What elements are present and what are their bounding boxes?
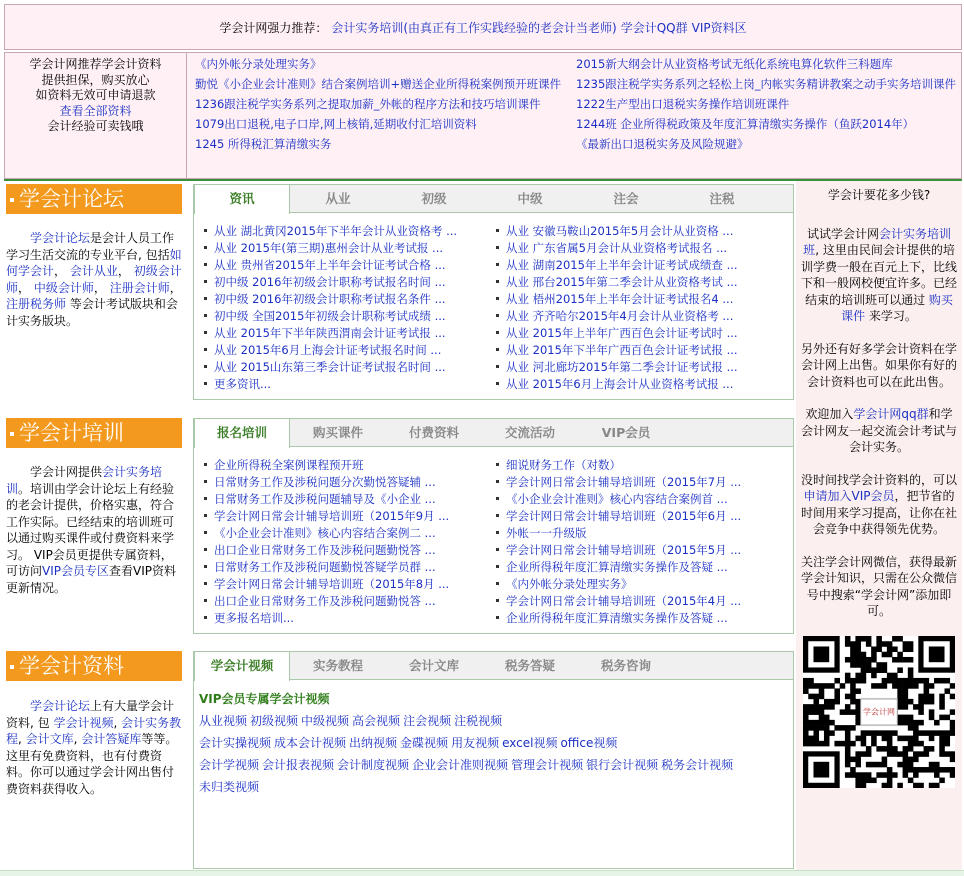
bullet-icon bbox=[496, 497, 499, 500]
list-link[interactable]: 从业 邢台2015年第二季会计从业资格考试 ... bbox=[506, 275, 738, 289]
bullet-icon bbox=[204, 531, 207, 534]
inline-text: 。培训由学会计论坛上有经验的老会计提供，价格实惠，符合工作实际。已经结束的培训班可以通过购买课件或付费资料来学习。 VIP会员更提供专属资料，可访问 bbox=[6, 481, 175, 578]
bullet-icon bbox=[496, 582, 499, 585]
list-link[interactable]: 《小企业会计准则》核心内容结合案例首 ... bbox=[506, 492, 728, 506]
training-section-title[interactable] bbox=[6, 418, 182, 448]
video-link[interactable]: 管理会计视频 bbox=[511, 758, 584, 772]
vip-video-title[interactable]: VIP会员专属学会计视频 bbox=[199, 692, 330, 706]
list-link[interactable]: 学会计网日常会计辅导培训班（2015年6月 ... bbox=[506, 509, 742, 523]
banner-link-training[interactable]: 会计实务培训(由真正有工作实践经验的老会计当老师) bbox=[331, 20, 617, 35]
list-item bbox=[196, 576, 476, 593]
list-item bbox=[488, 508, 768, 525]
video-link[interactable]: excel视频 bbox=[502, 736, 558, 750]
bullet-icon bbox=[204, 331, 207, 334]
forum-panel bbox=[193, 184, 794, 400]
list-link[interactable]: 从业 2015年下半年陕西渭南会计证考试报 ... bbox=[214, 326, 446, 340]
inline-text: 查看VIP资料更新情况。 bbox=[6, 564, 177, 595]
right-para-wechat: 关注学会计网微信，获得最新学会计知识，只需在公众微信号中搜索“学会计网”添加即可。 bbox=[800, 554, 957, 618]
right-para-sell: 另外还有好多学会计资料在学会计网上出售。如果你有好的会计资料也可以在此出售。 bbox=[800, 341, 957, 389]
list-item bbox=[196, 223, 476, 240]
square-icon bbox=[10, 198, 14, 202]
video-link-row bbox=[199, 710, 736, 732]
promo-link[interactable]: 1222生产型出口退税实务操作培训班课件 bbox=[576, 97, 790, 111]
tab-paid-materials[interactable]: 付费资料 bbox=[408, 425, 459, 440]
bullet-icon bbox=[496, 331, 499, 334]
tab-practice-tutorial[interactable]: 实务教程 bbox=[312, 658, 363, 673]
tab-tax-consult[interactable]: 税务咨询 bbox=[600, 658, 651, 673]
right-para-training bbox=[796, 226, 962, 325]
inline-text: ， bbox=[54, 264, 70, 278]
list-item bbox=[196, 525, 476, 542]
video-link[interactable]: 用友视频 bbox=[451, 736, 500, 750]
video-link-row bbox=[199, 776, 736, 798]
forum-section-title[interactable] bbox=[6, 184, 182, 214]
bullet-icon bbox=[204, 582, 207, 585]
materials-description bbox=[6, 698, 182, 797]
training-list-right bbox=[488, 457, 768, 627]
list-item bbox=[196, 610, 476, 627]
list-item bbox=[196, 308, 476, 325]
list-link[interactable]: 从业 贵州省2015年上半年会计证考试合格 ... bbox=[214, 258, 446, 272]
tab-zhongji[interactable]: 中级 bbox=[517, 191, 543, 206]
video-link-row bbox=[199, 732, 736, 754]
list-item bbox=[196, 376, 476, 393]
list-link[interactable]: 从业 2015山东第三季会计证考试报名时间 ... bbox=[214, 360, 446, 374]
bullet-icon bbox=[204, 616, 207, 619]
promo-link[interactable]: 《最新出口退税实务及风险规避》 bbox=[576, 137, 749, 151]
list-item bbox=[488, 491, 768, 508]
list-link[interactable]: 学会计网日常会计辅导培训班（2015年5月 ... bbox=[506, 543, 742, 557]
wechat-qr-code bbox=[803, 636, 955, 788]
list-link[interactable]: 从业 齐齐哈尔2015年4月会计从业资格考 ... bbox=[506, 309, 734, 323]
bullet-icon bbox=[204, 382, 207, 385]
list-item bbox=[488, 376, 768, 393]
inline-link[interactable]: 学会计论坛 bbox=[30, 231, 91, 245]
bullet-icon bbox=[496, 599, 499, 602]
list-link[interactable]: 日常财务工作及涉税问题勤悦答疑学员群 ... bbox=[214, 560, 436, 574]
list-link[interactable]: 日常财务工作及涉税问题辅导及《小企业 ... bbox=[214, 492, 436, 506]
list-link[interactable]: 外帐一一升级版 bbox=[506, 526, 587, 540]
list-link[interactable]: 更多报名培训... bbox=[214, 611, 294, 625]
inline-text: 欢迎加入 bbox=[805, 407, 854, 421]
video-link[interactable]: 中级视频 bbox=[301, 714, 350, 728]
promo-box bbox=[4, 52, 962, 179]
bullet-icon bbox=[204, 548, 207, 551]
inline-link[interactable]: 会计实务教程 bbox=[6, 715, 182, 746]
list-link[interactable]: 细说财务工作（对数） bbox=[506, 458, 621, 472]
tab-accounting-library[interactable]: 会计文库 bbox=[408, 658, 459, 673]
training-title-text: 学会计培训 bbox=[19, 421, 124, 445]
inline-text: 来学习。 bbox=[865, 309, 917, 323]
inline-link[interactable]: 学会计网qq群 bbox=[853, 407, 929, 421]
forum-description bbox=[6, 230, 182, 329]
inline-text: ， bbox=[18, 280, 34, 295]
tab-vip-member[interactable]: VIP会员 bbox=[601, 425, 651, 440]
list-item bbox=[488, 308, 768, 325]
bullet-icon bbox=[204, 463, 207, 466]
inline-text: ， bbox=[117, 264, 134, 278]
list-item bbox=[196, 593, 476, 610]
video-link[interactable]: 从业视频 bbox=[199, 714, 248, 728]
bullet-icon bbox=[496, 382, 499, 385]
forum-tabs bbox=[194, 185, 793, 213]
list-link[interactable]: 从业 广东省属5月会计从业资格考试报名 ... bbox=[506, 241, 728, 255]
training-list-left bbox=[196, 457, 476, 627]
list-item bbox=[196, 542, 476, 559]
list-link[interactable]: 学会计网日常会计辅导培训班（2015年9月 ... bbox=[214, 509, 450, 523]
list-link[interactable]: 从业 2015年6月上海会计从业资格考试报 ... bbox=[506, 377, 734, 391]
list-link[interactable]: 企业所得税年度汇算清缴实务操作及答疑 ... bbox=[506, 560, 728, 574]
inline-link[interactable]: 初级会计师 bbox=[6, 264, 182, 295]
bullet-icon bbox=[496, 348, 499, 351]
tab-videos[interactable]: 学会计视频 bbox=[194, 652, 290, 681]
list-item bbox=[196, 508, 476, 525]
list-item bbox=[196, 291, 476, 308]
list-item bbox=[488, 576, 768, 593]
bullet-icon bbox=[204, 229, 207, 232]
bullet-icon bbox=[496, 263, 499, 266]
bullet-icon bbox=[204, 263, 207, 266]
inline-link[interactable]: 会计答疑库 bbox=[81, 732, 142, 746]
promo-guarantee-line: 提供担保，购买放心 bbox=[41, 72, 150, 87]
tab-exchange-activity[interactable]: 交流活动 bbox=[504, 425, 555, 440]
list-item bbox=[196, 359, 476, 376]
inline-text: 学会计网提供 bbox=[30, 465, 103, 479]
video-link[interactable]: 出纳视频 bbox=[349, 736, 398, 750]
inline-text: 没时间找学会计资料的，可以 bbox=[800, 472, 957, 487]
banner-link-qq-group[interactable]: 学会计QQ群 bbox=[620, 20, 688, 35]
inline-text: ，把节省的时间用来学习提高，让你在社会竞争中获得领先优势。 bbox=[800, 489, 957, 536]
tab-tax-qa[interactable]: 税务答疑 bbox=[504, 658, 555, 673]
video-link[interactable]: 银行会计视频 bbox=[586, 758, 659, 772]
tab-buy-courseware[interactable]: 购买课件 bbox=[312, 425, 363, 440]
video-link-row bbox=[199, 754, 736, 776]
bullet-icon bbox=[204, 514, 207, 517]
cost-question: 学会计要花多少钱? bbox=[827, 188, 931, 202]
list-link[interactable]: 《内外帐分录处理实务》 bbox=[506, 577, 633, 591]
top-banner bbox=[4, 4, 962, 50]
qr-center-logo: 学会计网 bbox=[863, 707, 895, 717]
square-icon bbox=[10, 665, 14, 669]
inline-link[interactable]: 学会计论坛 bbox=[30, 699, 91, 713]
training-description bbox=[6, 464, 182, 596]
list-item bbox=[196, 274, 476, 291]
inline-link[interactable]: 注册税务师 bbox=[6, 297, 67, 311]
list-item bbox=[196, 325, 476, 342]
list-link[interactable]: 从业 2015年下半年广西百色会计证考试报 ... bbox=[506, 343, 738, 357]
bullet-icon bbox=[496, 565, 499, 568]
inline-link[interactable]: 会计实务培训班 bbox=[803, 226, 952, 257]
promo-link[interactable]: 1245 所得税汇算清缴实务 bbox=[195, 137, 332, 151]
list-item bbox=[488, 474, 768, 491]
training-tabs bbox=[194, 419, 793, 447]
list-item bbox=[488, 593, 768, 610]
list-link[interactable]: 初中级 2016年初级会计职称考试报名时间 ... bbox=[214, 275, 446, 289]
forum-title-text: 学会计论坛 bbox=[19, 187, 124, 211]
banner-label: 学会计网强力推荐： bbox=[219, 20, 328, 35]
promo-links-right bbox=[576, 57, 956, 157]
list-item bbox=[488, 240, 768, 257]
list-link[interactable]: 从业 2015年上半年广西百色会计证考试时 ... bbox=[506, 326, 738, 340]
list-item bbox=[488, 542, 768, 559]
list-link[interactable]: 日常财务工作及涉税问题分次勤悦答疑辅 ... bbox=[214, 475, 436, 489]
list-link[interactable]: 从业 安徽马鞍山2015年5月会计从业资格 ... bbox=[506, 224, 734, 238]
list-item bbox=[488, 325, 768, 342]
list-item bbox=[488, 291, 768, 308]
video-lines bbox=[199, 710, 736, 798]
promo-link[interactable]: 2015新大纲会计从业资格考试无纸化系统电算化软件三科题库 bbox=[576, 57, 893, 71]
inline-text: ， bbox=[169, 280, 182, 295]
video-link[interactable]: 会计学视频 bbox=[199, 758, 260, 772]
bullet-icon bbox=[204, 497, 207, 500]
inline-link[interactable]: 会计从业 bbox=[69, 264, 118, 278]
inline-text: 等等。这里有免费资料，也有付费资料。你可以通过学会计网出售付费资料获得收入。 bbox=[6, 732, 178, 796]
bullet-icon bbox=[204, 280, 207, 283]
bullet-icon bbox=[496, 280, 499, 283]
list-link[interactable]: 从业 河北廊坊2015年第二季会计证考试报 ... bbox=[506, 360, 738, 374]
promo-link[interactable]: 《内外帐分录处理实务》 bbox=[195, 57, 322, 71]
list-item bbox=[196, 559, 476, 576]
right-para-vip bbox=[796, 472, 962, 538]
list-link[interactable]: 从业 湖南2015年上半年会计证考试成绩查 ... bbox=[506, 258, 738, 272]
list-link[interactable]: 初中级 2016年初级会计职称考试报名条件 ... bbox=[214, 292, 446, 306]
inline-text: 试试学会计网 bbox=[806, 226, 879, 241]
list-link[interactable]: 从业 2015年(第三期)惠州会计从业考试报 ... bbox=[214, 241, 444, 255]
inline-link[interactable]: 购买课件 bbox=[841, 292, 953, 323]
tab-news[interactable]: 资讯 bbox=[194, 185, 290, 214]
video-link[interactable]: office视频 bbox=[560, 736, 618, 750]
list-item bbox=[488, 257, 768, 274]
list-item bbox=[196, 457, 476, 474]
materials-tabs bbox=[194, 652, 793, 680]
inline-link[interactable]: 申请加入VIP会员 bbox=[803, 489, 895, 503]
video-link[interactable]: 金碟视频 bbox=[400, 736, 449, 750]
materials-section-title[interactable] bbox=[6, 651, 182, 681]
inline-link[interactable]: VIP会员专区 bbox=[42, 564, 110, 578]
list-link[interactable]: 学会计网日常会计辅导培训班（2015年7月 ... bbox=[506, 475, 742, 489]
bullet-icon bbox=[204, 599, 207, 602]
right-sidebar bbox=[796, 181, 962, 876]
tab-chuji[interactable]: 初级 bbox=[421, 191, 447, 206]
bullet-icon bbox=[204, 297, 207, 300]
video-link[interactable]: 高会视频 bbox=[352, 714, 401, 728]
inline-link[interactable]: 如何学会计 bbox=[6, 247, 182, 278]
bullet-icon bbox=[496, 548, 499, 551]
list-link[interactable]: 企业所得税全案例课程预开班 bbox=[214, 458, 364, 472]
inline-text: 上有大量学会计资料, 包 bbox=[6, 699, 175, 730]
list-link[interactable]: 初中级 全国2015年初级会计职称考试成绩 ... bbox=[214, 309, 446, 323]
bullet-icon bbox=[204, 565, 207, 568]
list-item bbox=[488, 559, 768, 576]
forum-list-right bbox=[488, 223, 768, 393]
video-link[interactable]: 税务会计视频 bbox=[661, 758, 734, 772]
forum-list-left bbox=[196, 223, 476, 393]
inline-text: , bbox=[73, 732, 82, 746]
banner-link-vip[interactable]: VIP资料区 bbox=[691, 20, 747, 35]
list-link[interactable]: 更多资讯... bbox=[214, 377, 271, 391]
promo-link[interactable]: 1244班 企业所得税政策及年度汇算清缴实务操作（鱼跃2014年） bbox=[576, 117, 915, 131]
inline-link[interactable]: 会计实务培训 bbox=[6, 465, 163, 496]
list-item bbox=[488, 274, 768, 291]
video-link[interactable]: 未归类视频 bbox=[199, 780, 260, 794]
tab-zhushui[interactable]: 注税 bbox=[709, 191, 735, 206]
list-link[interactable]: 企业所得税年度汇算清缴实务操作及答疑 ... bbox=[506, 611, 728, 625]
list-link[interactable]: 《小企业会计准则》核心内容结合案例二 ... bbox=[214, 526, 436, 540]
list-item bbox=[488, 342, 768, 359]
inline-text: 是会计人员工作学习生活交流的专业平台, 包括 bbox=[6, 231, 175, 262]
bullet-icon bbox=[496, 297, 499, 300]
promo-guarantee-line: 学会计网推荐学会计资料 bbox=[29, 57, 162, 71]
tab-signup-training[interactable]: 报名培训 bbox=[194, 419, 290, 448]
video-link[interactable]: 企业会计准则视频 bbox=[412, 758, 509, 772]
list-item bbox=[488, 223, 768, 240]
list-item bbox=[196, 491, 476, 508]
bullet-icon bbox=[496, 531, 499, 534]
list-item bbox=[196, 474, 476, 491]
video-link[interactable]: 成本会计视频 bbox=[274, 736, 347, 750]
tab-zhuhui[interactable]: 注会 bbox=[613, 191, 639, 206]
list-item bbox=[196, 342, 476, 359]
video-links bbox=[199, 688, 736, 798]
promo-guarantee-line: 会计经验可卖钱哦 bbox=[47, 119, 144, 133]
bullet-icon bbox=[496, 314, 499, 317]
inline-link[interactable]: 注册会计师 bbox=[109, 280, 170, 295]
inline-text: 等会计考试版块和会计实务版块。 bbox=[6, 297, 178, 328]
inline-link[interactable]: 学会计视频 bbox=[53, 715, 114, 730]
list-link[interactable]: 从业 梧州2015年上半年会计证考试报名4 ... bbox=[506, 292, 734, 306]
promo-guarantee-line: 如资料无效可申请退款 bbox=[35, 88, 156, 102]
list-item bbox=[488, 359, 768, 376]
bullet-icon bbox=[496, 480, 499, 483]
list-link[interactable]: 学会计网日常会计辅导培训班（2015年8月 ... bbox=[214, 577, 450, 591]
video-link[interactable]: 初级视频 bbox=[250, 714, 299, 728]
promo-link[interactable]: 1236跟注税学实务系列之提取加薪_外帐的程序方法和技巧培训课件 bbox=[195, 97, 541, 111]
view-all-materials-link[interactable]: 查看全部资料 bbox=[59, 103, 132, 118]
promo-link[interactable]: 勤悦《小企业会计准则》结合案例培训+赠送企业所得税案例预开班课件 bbox=[195, 77, 562, 91]
inline-link[interactable]: 会计文库 bbox=[25, 732, 74, 746]
bullet-icon bbox=[496, 616, 499, 619]
video-link[interactable]: 会计报表视频 bbox=[262, 758, 335, 772]
inline-text: 和学会计网友一起交流会计考试与会计实务。 bbox=[800, 407, 957, 454]
bottom-bar bbox=[0, 870, 964, 876]
bullet-icon bbox=[204, 365, 207, 368]
materials-title-text: 学会计资料 bbox=[19, 654, 124, 678]
bullet-icon bbox=[496, 514, 499, 517]
inline-text: , bbox=[18, 732, 26, 746]
list-link[interactable]: 从业 湖北黄冈2015年下半年会计从业资格考 ... bbox=[214, 224, 458, 238]
list-link[interactable]: 出口企业日常财务工作及涉税问题勤悦答 ... bbox=[214, 543, 436, 557]
promo-links bbox=[189, 53, 961, 178]
promo-links-left bbox=[195, 57, 575, 157]
list-item bbox=[488, 610, 768, 627]
list-item bbox=[196, 240, 476, 257]
square-icon bbox=[10, 432, 14, 436]
promo-guarantee bbox=[5, 53, 187, 178]
promo-link[interactable]: 1235跟注税学实务系列之轻松上岗_内帐实务精讲教案之动手实务培训课件 bbox=[576, 77, 957, 91]
inline-link[interactable]: 中级会计师 bbox=[33, 280, 94, 295]
video-link[interactable]: 注会视频 bbox=[403, 714, 452, 728]
bullet-icon bbox=[496, 463, 499, 466]
promo-link[interactable]: 1079出口退税,电子口岸,网上核销,延期收付汇培训资料 bbox=[195, 117, 477, 131]
inline-text: , bbox=[113, 715, 122, 730]
video-link[interactable]: 会计实操视频 bbox=[199, 736, 272, 750]
bullet-icon bbox=[496, 246, 499, 249]
right-para-qq bbox=[796, 406, 962, 456]
list-link[interactable]: 出口企业日常财务工作及涉税问题勤悦答 ... bbox=[214, 594, 436, 608]
list-link[interactable]: 学会计网日常会计辅导培训班（2015年4月 ... bbox=[506, 594, 742, 608]
materials-panel bbox=[193, 651, 794, 869]
bullet-icon bbox=[496, 365, 499, 368]
bullet-icon bbox=[204, 348, 207, 351]
video-link[interactable]: 注税视频 bbox=[454, 714, 503, 728]
bullet-icon bbox=[204, 314, 207, 317]
bullet-icon bbox=[204, 480, 207, 483]
bullet-icon bbox=[496, 229, 499, 232]
list-item bbox=[196, 257, 476, 274]
list-link[interactable]: 从业 2015年6月上海会计证考试报名时间 ... bbox=[214, 343, 442, 357]
training-panel bbox=[193, 418, 794, 634]
tab-congye[interactable]: 从业 bbox=[325, 191, 351, 206]
list-item bbox=[488, 525, 768, 542]
bullet-icon bbox=[204, 246, 207, 249]
list-item bbox=[488, 457, 768, 474]
inline-text: ， bbox=[93, 280, 110, 295]
qr-code-icon bbox=[803, 636, 955, 788]
inline-text: , 这里由民间会计提供的培训学费一般在百元上下，比线下和一般网校便宜许多。已经结束的培训班可以通过 bbox=[800, 243, 957, 307]
video-link[interactable]: 会计制度视频 bbox=[337, 758, 410, 772]
